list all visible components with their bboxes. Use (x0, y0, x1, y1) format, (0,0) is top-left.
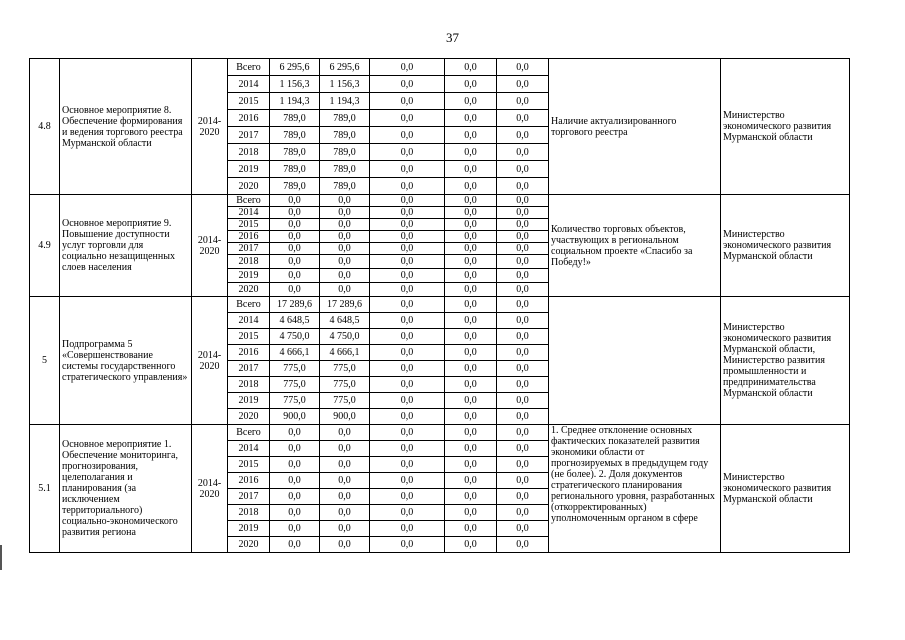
funding-value: 0,0 (497, 313, 549, 329)
target-indicator (549, 297, 721, 425)
funding-value: 0,0 (370, 243, 445, 255)
funding-value: 789,0 (270, 178, 320, 195)
funding-value: 6 295,6 (320, 59, 370, 76)
funding-value: 0,0 (270, 457, 320, 473)
funding-value: 0,0 (497, 489, 549, 505)
funding-value: 0,0 (445, 127, 497, 144)
funding-value: 0,0 (445, 243, 497, 255)
funding-value: 789,0 (270, 127, 320, 144)
responsible-executor: Министерство экономического развития Мурманской области, Министерство развития промышленности и предпринимательства Мурманской области (721, 297, 850, 425)
funding-value: 0,0 (270, 207, 320, 219)
funding-value: 0,0 (445, 178, 497, 195)
funding-year: 2018 (228, 377, 270, 393)
funding-value: 0,0 (370, 59, 445, 76)
funding-year: 2020 (228, 283, 270, 297)
funding-value: 0,0 (497, 161, 549, 178)
funding-value: 0,0 (497, 425, 549, 441)
funding-value: 789,0 (270, 144, 320, 161)
funding-value: 0,0 (497, 361, 549, 377)
funding-value: 0,0 (370, 521, 445, 537)
funding-value: 0,0 (497, 521, 549, 537)
funding-value: 1 156,3 (270, 76, 320, 93)
activity-name: Основное мероприятие 9. Повышение доступности услуг торговли для социально незащищенных слоев населения (60, 195, 192, 297)
funding-value: 789,0 (320, 110, 370, 127)
funding-value: 0,0 (445, 59, 497, 76)
funding-value: 0,0 (497, 255, 549, 269)
funding-value: 789,0 (320, 161, 370, 178)
funding-value: 0,0 (320, 457, 370, 473)
funding-value: 0,0 (320, 283, 370, 297)
funding-value: 0,0 (270, 505, 320, 521)
funding-value: 0,0 (445, 313, 497, 329)
funding-value: 0,0 (270, 269, 320, 283)
activity-name: Основное мероприятие 1. Обеспечение мониторинга, прогнозирования, целеполагания и планирования (за исключением территориального) социально-экономического развития региона (60, 425, 192, 553)
activity-period: 2014-2020 (192, 59, 228, 195)
funding-value: 0,0 (270, 255, 320, 269)
table-row (30, 59, 850, 76)
funding-value: 0,0 (497, 297, 549, 313)
funding-year: 2014 (228, 76, 270, 93)
funding-value: 900,0 (320, 409, 370, 425)
funding-value: 0,0 (270, 521, 320, 537)
funding-value: 0,0 (320, 441, 370, 457)
table-row (30, 195, 850, 207)
funding-value: 0,0 (497, 207, 549, 219)
funding-value: 789,0 (320, 127, 370, 144)
funding-value: 0,0 (320, 195, 370, 207)
funding-value: 0,0 (270, 425, 320, 441)
funding-value: 0,0 (370, 505, 445, 521)
table-row (30, 297, 850, 313)
funding-value: 0,0 (270, 219, 320, 231)
funding-value: 0,0 (320, 425, 370, 441)
funding-value: 6 295,6 (270, 59, 320, 76)
funding-year: 2020 (228, 409, 270, 425)
funding-value: 0,0 (270, 537, 320, 553)
funding-year: 2020 (228, 178, 270, 195)
funding-value: 0,0 (497, 537, 549, 553)
funding-value: 0,0 (497, 441, 549, 457)
funding-value: 0,0 (497, 377, 549, 393)
funding-value: 0,0 (370, 144, 445, 161)
target-indicator: 1. Среднее отклонение основных фактических показателей развития экономики области от прогнозируемых в предыдущем году (не более). 2. Доля документов стратегического планирования регионального уровня, разработанных (откорректированных) уполномоченным органом в сфере (549, 425, 721, 553)
funding-year: 2017 (228, 361, 270, 377)
funding-value: 0,0 (370, 93, 445, 110)
funding-year: 2019 (228, 521, 270, 537)
funding-value: 0,0 (497, 195, 549, 207)
funding-value: 1 194,3 (270, 93, 320, 110)
funding-year: 2015 (228, 219, 270, 231)
table-row (30, 425, 850, 441)
funding-value: 0,0 (445, 219, 497, 231)
funding-year: 2014 (228, 441, 270, 457)
funding-value: 0,0 (497, 231, 549, 243)
funding-value: 0,0 (497, 345, 549, 361)
funding-value: 0,0 (370, 269, 445, 283)
funding-value: 0,0 (270, 473, 320, 489)
funding-value: 0,0 (270, 231, 320, 243)
funding-value: 0,0 (445, 425, 497, 441)
funding-year: 2016 (228, 110, 270, 127)
funding-value: 17 289,6 (320, 297, 370, 313)
funding-value: 0,0 (445, 521, 497, 537)
funding-value: 0,0 (445, 110, 497, 127)
activity-period: 2014-2020 (192, 297, 228, 425)
funding-value: 0,0 (445, 505, 497, 521)
funding-value: 0,0 (370, 329, 445, 345)
funding-value: 0,0 (370, 473, 445, 489)
funding-value: 0,0 (445, 255, 497, 269)
funding-value: 0,0 (370, 231, 445, 243)
funding-value: 0,0 (445, 329, 497, 345)
funding-value: 0,0 (320, 489, 370, 505)
funding-value: 0,0 (270, 489, 320, 505)
funding-value: 0,0 (497, 178, 549, 195)
funding-value: 0,0 (445, 231, 497, 243)
funding-value: 0,0 (445, 409, 497, 425)
funding-value: 0,0 (320, 505, 370, 521)
funding-year: Всего (228, 425, 270, 441)
funding-value: 0,0 (497, 269, 549, 283)
funding-value: 0,0 (370, 219, 445, 231)
funding-year: Всего (228, 297, 270, 313)
funding-value: 0,0 (370, 161, 445, 178)
funding-year: 2017 (228, 489, 270, 505)
funding-value: 0,0 (320, 243, 370, 255)
funding-value: 0,0 (370, 178, 445, 195)
funding-year: 2015 (228, 457, 270, 473)
funding-value: 0,0 (497, 93, 549, 110)
funding-year: 2019 (228, 161, 270, 178)
program-activities-table (29, 58, 850, 553)
funding-year: 2020 (228, 537, 270, 553)
funding-value: 0,0 (497, 505, 549, 521)
funding-value: 4 648,5 (270, 313, 320, 329)
funding-value: 0,0 (445, 195, 497, 207)
funding-value: 0,0 (445, 377, 497, 393)
funding-value: 0,0 (370, 207, 445, 219)
funding-value: 0,0 (270, 283, 320, 297)
funding-value: 0,0 (497, 76, 549, 93)
funding-year: 2018 (228, 255, 270, 269)
funding-value: 4 666,1 (320, 345, 370, 361)
funding-value: 0,0 (497, 144, 549, 161)
target-indicator: Количество торговых объектов, участвующих в региональном социальном проекте «Спасибо за Победу!» (549, 195, 721, 297)
funding-value: 0,0 (370, 297, 445, 313)
funding-value: 0,0 (370, 127, 445, 144)
funding-year: 2016 (228, 231, 270, 243)
funding-value: 0,0 (370, 110, 445, 127)
funding-value: 0,0 (445, 144, 497, 161)
funding-value: 0,0 (497, 457, 549, 473)
page-number: 37 (446, 30, 459, 45)
funding-value: 0,0 (320, 521, 370, 537)
funding-value: 0,0 (497, 329, 549, 345)
funding-year: 2014 (228, 313, 270, 329)
responsible-executor: Министерство экономического развития Мурманской области (721, 59, 850, 195)
funding-value: 0,0 (497, 283, 549, 297)
funding-value: 0,0 (497, 219, 549, 231)
scan-artifact (0, 545, 2, 570)
funding-value: 0,0 (370, 457, 445, 473)
funding-value: 0,0 (270, 243, 320, 255)
activity-name: Подпрограмма 5 «Совершенствование системы государственного стратегического управления» (60, 297, 192, 425)
responsible-executor: Министерство экономического развития Мурманской области (721, 195, 850, 297)
funding-value: 0,0 (445, 441, 497, 457)
funding-value: 17 289,6 (270, 297, 320, 313)
funding-value: 0,0 (497, 110, 549, 127)
funding-value: 775,0 (320, 393, 370, 409)
funding-value: 0,0 (320, 207, 370, 219)
funding-value: 0,0 (370, 489, 445, 505)
funding-value: 0,0 (320, 231, 370, 243)
funding-value: 789,0 (320, 144, 370, 161)
activity-period: 2014-2020 (192, 425, 228, 553)
activity-period: 2014-2020 (192, 195, 228, 297)
funding-value: 0,0 (370, 283, 445, 297)
funding-value: 0,0 (445, 345, 497, 361)
funding-year: 2016 (228, 345, 270, 361)
funding-value: 0,0 (497, 393, 549, 409)
funding-value: 4 666,1 (270, 345, 320, 361)
row-number: 5.1 (30, 425, 60, 553)
funding-value: 0,0 (270, 195, 320, 207)
responsible-executor: Министерство экономического развития Мурманской области (721, 425, 850, 553)
funding-value: 775,0 (320, 361, 370, 377)
funding-year: 2018 (228, 144, 270, 161)
funding-year: Всего (228, 195, 270, 207)
funding-year: 2019 (228, 269, 270, 283)
funding-value: 1 194,3 (320, 93, 370, 110)
funding-year: 2015 (228, 93, 270, 110)
funding-value: 0,0 (497, 473, 549, 489)
funding-value: 0,0 (370, 393, 445, 409)
funding-value: 0,0 (370, 441, 445, 457)
funding-year: 2014 (228, 207, 270, 219)
funding-value: 0,0 (320, 219, 370, 231)
funding-value: 0,0 (320, 269, 370, 283)
funding-value: 0,0 (497, 243, 549, 255)
funding-value: 0,0 (445, 361, 497, 377)
target-indicator: Наличие актуализированного торгового реестра (549, 59, 721, 195)
funding-value: 789,0 (270, 110, 320, 127)
funding-value: 0,0 (370, 255, 445, 269)
funding-value: 0,0 (370, 425, 445, 441)
activity-name: Основное мероприятие 8. Обеспечение формирования и ведения торгового реестра Мурманской области (60, 59, 192, 195)
funding-value: 900,0 (270, 409, 320, 425)
funding-value: 0,0 (445, 269, 497, 283)
funding-value: 4 648,5 (320, 313, 370, 329)
funding-year: 2018 (228, 505, 270, 521)
funding-value: 0,0 (370, 345, 445, 361)
funding-value: 0,0 (445, 161, 497, 178)
funding-value: 775,0 (270, 377, 320, 393)
funding-value: 0,0 (497, 127, 549, 144)
funding-value: 0,0 (370, 537, 445, 553)
funding-value: 0,0 (370, 76, 445, 93)
funding-value: 4 750,0 (270, 329, 320, 345)
funding-value: 0,0 (445, 473, 497, 489)
funding-value: 775,0 (270, 393, 320, 409)
funding-value: 0,0 (320, 537, 370, 553)
funding-value: 0,0 (445, 457, 497, 473)
funding-value: 0,0 (445, 76, 497, 93)
funding-value: 0,0 (370, 195, 445, 207)
funding-value: 0,0 (370, 409, 445, 425)
funding-year: 2016 (228, 473, 270, 489)
row-number: 5 (30, 297, 60, 425)
funding-value: 0,0 (320, 473, 370, 489)
funding-year: 2017 (228, 243, 270, 255)
funding-value: 775,0 (270, 361, 320, 377)
funding-value: 0,0 (497, 59, 549, 76)
row-number: 4.8 (30, 59, 60, 195)
funding-value: 0,0 (445, 207, 497, 219)
funding-year: 2017 (228, 127, 270, 144)
funding-value: 0,0 (320, 255, 370, 269)
funding-value: 0,0 (445, 283, 497, 297)
funding-year: 2019 (228, 393, 270, 409)
row-number: 4.9 (30, 195, 60, 297)
funding-value: 1 156,3 (320, 76, 370, 93)
funding-value: 0,0 (445, 537, 497, 553)
funding-year: 2015 (228, 329, 270, 345)
funding-value: 0,0 (445, 93, 497, 110)
funding-value: 4 750,0 (320, 329, 370, 345)
funding-value: 0,0 (370, 377, 445, 393)
funding-value: 0,0 (370, 361, 445, 377)
funding-value: 789,0 (320, 178, 370, 195)
funding-value: 0,0 (445, 297, 497, 313)
funding-value: 775,0 (320, 377, 370, 393)
funding-value: 0,0 (370, 313, 445, 329)
funding-value: 0,0 (445, 489, 497, 505)
funding-value: 789,0 (270, 161, 320, 178)
funding-value: 0,0 (270, 441, 320, 457)
funding-year: Всего (228, 59, 270, 76)
funding-value: 0,0 (497, 409, 549, 425)
funding-value: 0,0 (445, 393, 497, 409)
